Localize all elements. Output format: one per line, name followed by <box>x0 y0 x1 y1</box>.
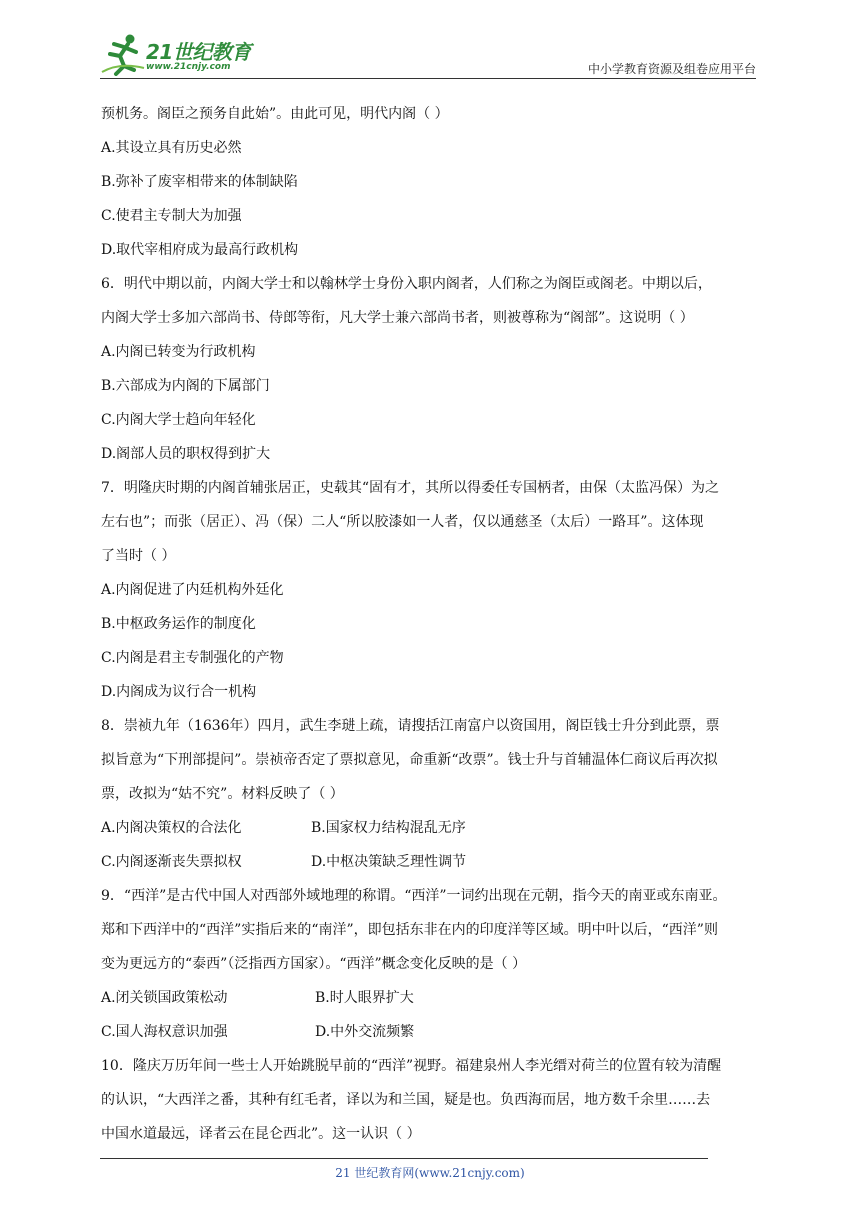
option-b: B.国家权力结构混乱无序 <box>311 820 466 836</box>
option-d: D.内阁成为议行合一机构 <box>101 684 257 700</box>
runner-icon <box>100 32 146 76</box>
option-a: A.内阁促进了内廷机构外廷化 <box>101 582 284 598</box>
question-6-stem: 内阁大学士多加六部尚书、侍郎等衔，凡大学士兼六部尚书者，则被尊称为“阁部”。这说明（ ） <box>101 310 694 326</box>
question-10-stem: 的认识，“大西洋之番，其种有红毛者，译以为和兰国，疑是也。负西海而居，地方数千余里……去 <box>101 1092 711 1108</box>
option-d: D.中枢决策缺乏理性调节 <box>311 854 467 870</box>
option-a: A.其设立具有历史必然 <box>101 140 242 156</box>
question-10-stem: 中国水道最远，译者云在昆仑西北”。这一认识（ ） <box>101 1126 421 1142</box>
option-c: C.内阁大学士趋向年轻化 <box>101 412 256 428</box>
option-b: B.六部成为内阁的下属部门 <box>101 378 270 394</box>
option-a: A.闭关锁国政策松动 <box>101 990 228 1006</box>
option-d: D.阁部人员的职权得到扩大 <box>101 446 271 462</box>
site-logo[interactable] <box>100 32 270 76</box>
question-8-stem: 拟旨意为“下刑部提问”。崇祯帝否定了票拟意见，命重新“改票”。钱士升与首辅温体仁商议后再次拟 <box>101 752 718 768</box>
option-b: B.中枢政务运作的制度化 <box>101 616 256 632</box>
logo-text: 21世纪教育 <box>146 40 251 64</box>
option-b: B.时人眼界扩大 <box>315 990 414 1006</box>
question-7-stem: 7．明隆庆时期的内阁首辅张居正，史载其“固有才，其所以得委任专国柄者，由保（太监冯保）为之 <box>101 480 720 496</box>
question-10-stem: 10．隆庆万历年间一些士人开始跳脱早前的“西洋”视野。福建泉州人李光缙对荷兰的位置有较为清醒 <box>101 1058 722 1074</box>
logo-url: www.21cnjy.com <box>146 62 231 72</box>
question-text: 预机务。阁臣之预务自此始”。由此可见，明代内阁（ ） <box>101 106 449 122</box>
question-9-stem: 9．“西洋”是古代中国人对西部外域地理的称谓。“西洋”一词约出现在元朝，指今天的南亚或东南亚。 <box>101 888 727 904</box>
question-8-stem: 8．崇祯九年（1636年）四月，武生李琎上疏，请搜括江南富户以资国用，阁臣钱士升分到此票，票 <box>101 718 720 734</box>
question-7-stem: 左右也”；而张（居正）、冯（保）二人“所以胶漆如一人者，仅以通慈圣（太后）一路耳”。这体现 <box>101 514 704 530</box>
question-9-stem: 郑和下西洋中的“西洋”实指后来的“南洋”，即包括东非在内的印度洋等区域。明中叶以后，“西洋”则 <box>101 922 718 938</box>
footer-link[interactable]: 21 世纪教育网(www.21cnjy.com) <box>335 1166 525 1180</box>
footer-divider <box>100 1158 708 1159</box>
platform-title: 中小学教育资源及组卷应用平台 <box>587 62 756 76</box>
question-9-stem: 变为更远方的“泰西”（泛指西方国家）。“西洋”概念变化反映的是（ ） <box>101 956 527 972</box>
question-8-stem: 票，改拟为“姑不究”。材料反映了（ ） <box>101 786 344 802</box>
option-c: C.使君主专制大为加强 <box>101 208 242 224</box>
option-c: C.内阁是君主专制强化的产物 <box>101 650 284 666</box>
option-d: D.取代宰相府成为最高行政机构 <box>101 242 299 258</box>
option-b: B.弥补了废宰相带来的体制缺陷 <box>101 174 298 190</box>
option-a: A.内阁决策权的合法化 <box>101 820 242 836</box>
header-divider <box>100 78 756 79</box>
option-a: A.内阁已转变为行政机构 <box>101 344 256 360</box>
option-d: D.中外交流频繁 <box>315 1024 415 1040</box>
question-7-stem: 了当时（ ） <box>101 548 176 564</box>
option-c: C.内阁逐渐丧失票拟权 <box>101 854 242 870</box>
page-header <box>100 30 756 80</box>
option-c: C.国人海权意识加强 <box>101 1024 228 1040</box>
question-6-stem: 6．明代中期以前，内阁大学士和以翰林学士身份入职内阁者，人们称之为阁臣或阁老。中期以后， <box>101 276 712 292</box>
